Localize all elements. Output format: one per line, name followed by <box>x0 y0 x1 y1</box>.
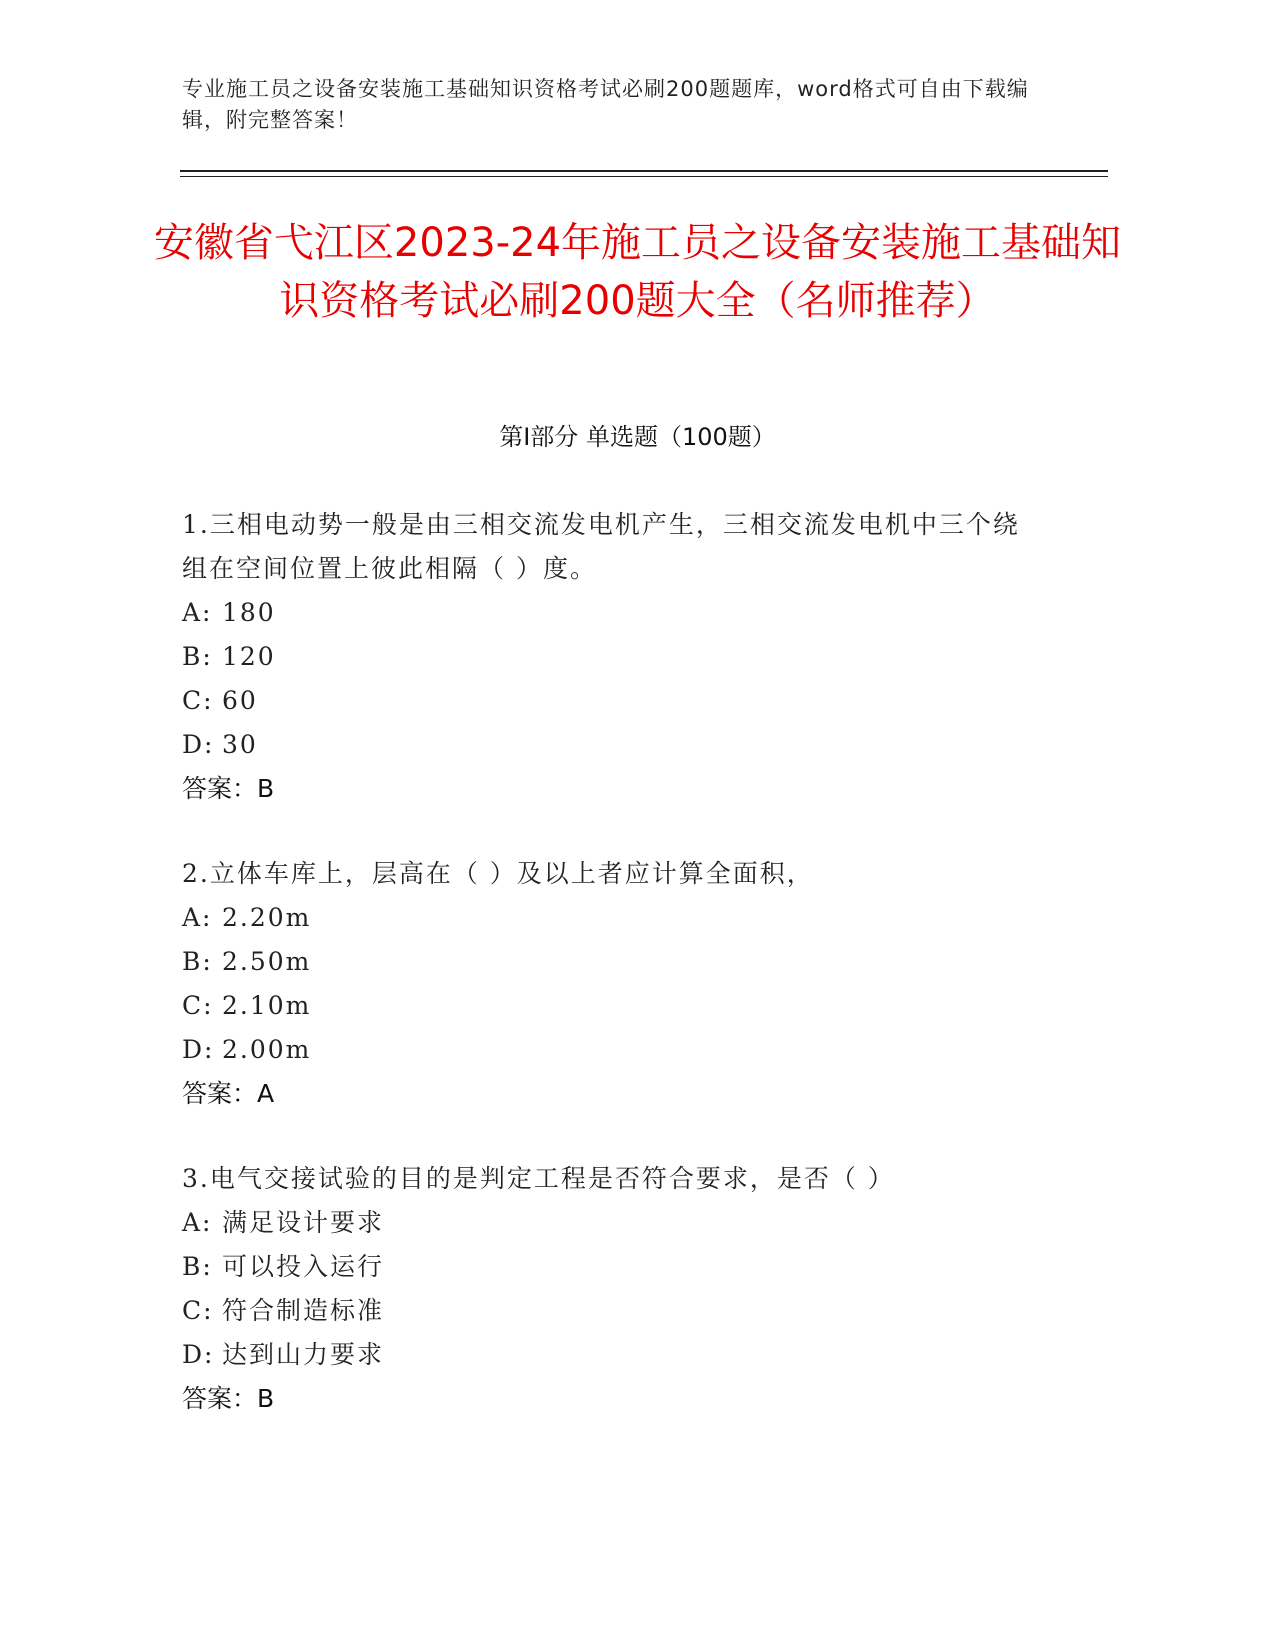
option-b <box>182 940 1042 984</box>
header-note: 专业施工员之设备安装施工基础知识资格考试必刷200题题库，word格式可自由下载编辑，附完整答案！ <box>182 77 1029 132</box>
option-letter: A: <box>182 1208 213 1237</box>
question-1 <box>182 503 1042 811</box>
option-b <box>182 1245 1042 1289</box>
header-divider-top <box>180 170 1108 172</box>
option-letter: C: <box>182 991 214 1020</box>
option-a <box>182 896 1042 940</box>
question-2 <box>182 852 1042 1116</box>
option-d <box>182 723 1042 767</box>
document-title: 安徽省弋江区2023-24年施工员之设备安装施工基础知识资格考试必刷200题大全（名师推荐） <box>153 220 1122 324</box>
question-text: 1.三相电动势一般是由三相交流发电机产生，三相交流发电机中三个绕组在空间位置上彼此相隔（ ）度。 <box>182 510 1020 583</box>
option-letter: D: <box>182 1035 215 1064</box>
option-letter: B: <box>182 642 213 671</box>
option-text: 满足设计要求 <box>222 1208 385 1237</box>
option-b <box>182 635 1042 679</box>
option-letter: C: <box>182 686 214 715</box>
option-text: 可以投入运行 <box>222 1252 385 1281</box>
answer: 答案：B <box>182 774 275 803</box>
option-text: 2.10m <box>222 991 312 1020</box>
section-title: 第Ⅰ部分 单选题（100题） <box>499 423 776 451</box>
option-letter: A: <box>182 903 213 932</box>
option-text: 2.00m <box>222 1035 312 1064</box>
option-d <box>182 1028 1042 1072</box>
option-d <box>182 1333 1042 1377</box>
option-c <box>182 984 1042 1028</box>
option-letter: A: <box>182 598 213 627</box>
option-text: 30 <box>222 730 258 759</box>
option-letter: C: <box>182 1296 214 1325</box>
option-text: 60 <box>222 686 258 715</box>
option-text: 120 <box>222 642 276 671</box>
question-text: 3.电气交接试验的目的是判定工程是否符合要求，是否（ ） <box>182 1164 895 1193</box>
option-text: 2.50m <box>222 947 312 976</box>
option-text: 达到山力要求 <box>222 1340 385 1369</box>
answer: 答案：B <box>182 1384 275 1413</box>
option-letter: B: <box>182 947 213 976</box>
option-a <box>182 1201 1042 1245</box>
option-letter: B: <box>182 1252 213 1281</box>
option-text: 180 <box>222 598 276 627</box>
option-c <box>182 679 1042 723</box>
option-text: 2.20m <box>222 903 312 932</box>
option-a <box>182 591 1042 635</box>
question-3 <box>182 1157 1042 1421</box>
option-letter: D: <box>182 730 215 759</box>
option-c <box>182 1289 1042 1333</box>
answer: 答案：A <box>182 1079 275 1108</box>
header-divider-bottom <box>180 176 1108 177</box>
option-text: 符合制造标准 <box>222 1296 385 1325</box>
question-text: 2.立体车库上，层高在（ ）及以上者应计算全面积， <box>182 859 814 888</box>
option-letter: D: <box>182 1340 215 1369</box>
